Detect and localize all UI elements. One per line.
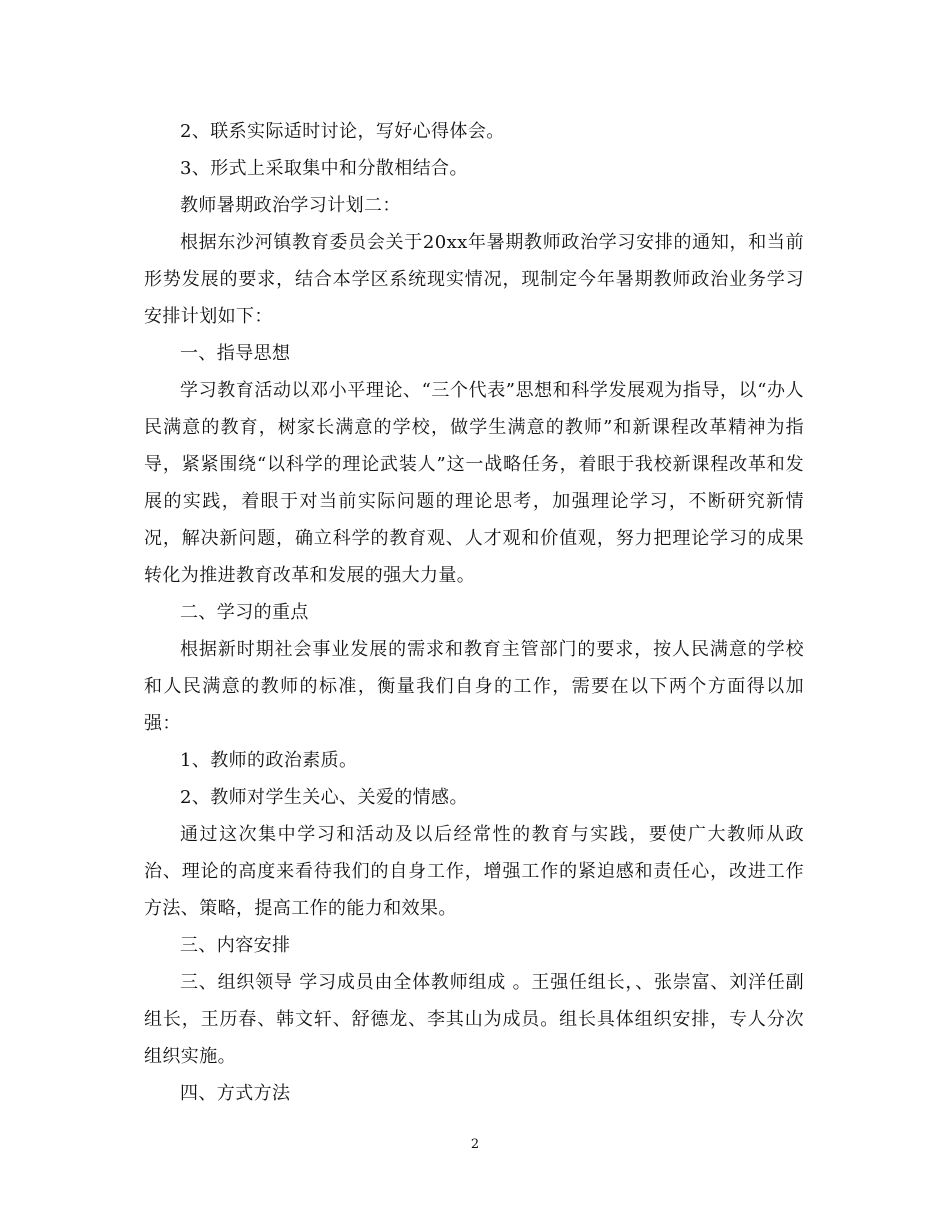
paragraph: 三、组织领导 学习成员由全体教师组成 。王强任组长，、张崇富、刘洋任副组长，王历春、韩文轩、舒德龙、李其山为成员。组长具体组织安排，专人分次组织实施。 xyxy=(144,972,804,1067)
document-body xyxy=(144,113,804,1112)
section-heading: 一、指导思想 xyxy=(180,343,291,364)
page-number: 2 xyxy=(470,1137,480,1152)
paragraph: 根据新时期社会事业发展的需求和教育主管部门的要求，按人民满意的学校和人民满意的教师的标准，衡量我们自身的工作，需要在以下两个方面得以加强： xyxy=(144,639,804,734)
section-heading: 二、学习的重点 xyxy=(180,602,309,623)
paragraph: 通过这次集中学习和活动及以后经常性的教育与实践，要使广大教师从政治、理论的高度来看待我们的自身工作，增强工作的紧迫感和责任心，改进工作方法、策略，提高工作的能力和效果。 xyxy=(144,824,804,919)
list-item: 2、教师对学生关心、关爱的情感。 xyxy=(180,787,468,808)
section-heading: 三、内容安排 xyxy=(180,935,291,956)
list-item: 1、教师的政治素质。 xyxy=(180,750,358,771)
paragraph: 教师暑期政治学习计划二： xyxy=(180,195,401,216)
paragraph: 根据东沙河镇教育委员会关于20xx年暑期教师政治学习安排的通知，和当前形势发展的要求，结合本学区系统现实情况，现制定今年暑期教师政治业务学习安排计划如下： xyxy=(144,232,804,327)
paragraph: 学习教育活动以邓小平理论、“三个代表”思想和科学发展观为指导，以“办人民满意的教育，树家长满意的学校，做学生满意的教师”和新课程改革精神为指导，紧紧围绕“以科学的理论武装人”这一战略任务，着眼于我校新课程改革和发展的实践，着眼于对当前实际问题的理论思考，加强理论学习，不断研究新情况，解决新问题，确立科学的教育观、人才观和价值观，努力把理论学习的成果转化为推进教育改革和发展的强大力量。 xyxy=(144,380,804,586)
paragraph: 2、联系实际适时讨论，写好心得体会。 xyxy=(180,121,505,142)
paragraph: 3、形式上采取集中和分散相结合。 xyxy=(180,158,468,179)
section-heading: 四、方式方法 xyxy=(180,1083,291,1104)
